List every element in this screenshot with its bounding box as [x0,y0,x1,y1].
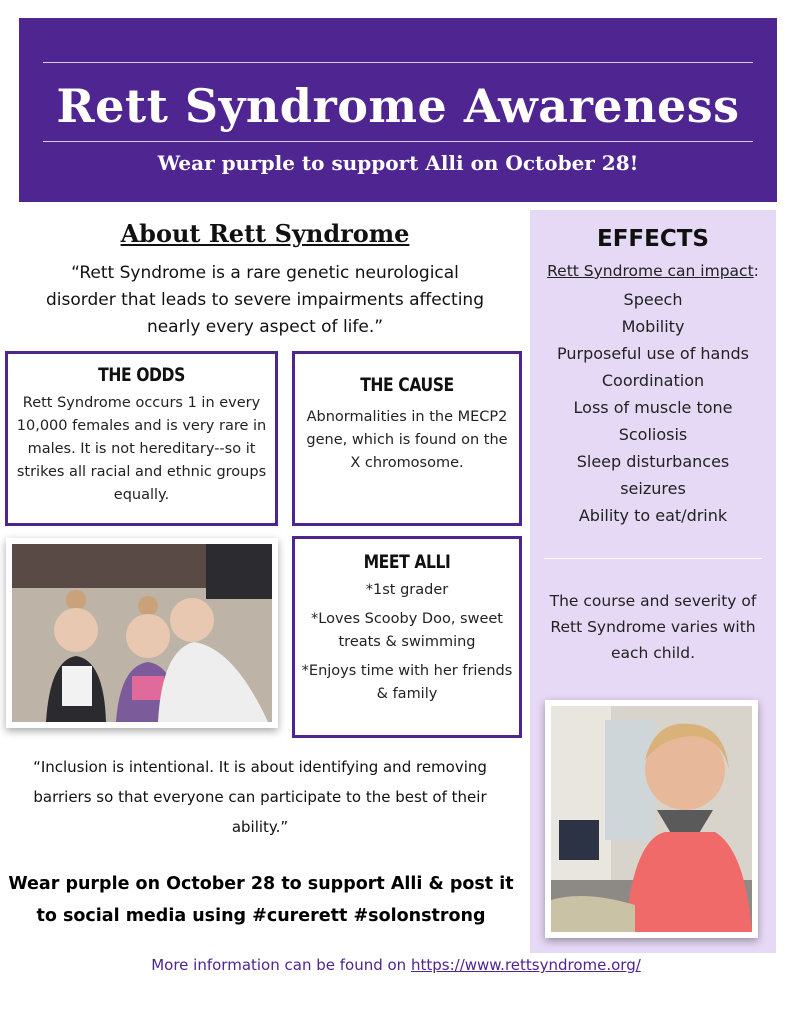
odds-body: Rett Syndrome occurs 1 in every 10,000 females and is very rare in males. It is not hereditary--so it strikes all racial and ethnic groups equally. [16,395,267,503]
inclusion-quote: “Inclusion is intentional. It is about identifying and removing barriers so that everyone can participate to the best of their ability.” [33,758,487,836]
effects-title: EFFECTS [597,226,709,252]
meet-alli-title: MEET ALLI [363,551,451,573]
effects-item: Loss of muscle tone [573,398,733,417]
rettsyndrome-link[interactable]: https://www.rettsyndrome.org/ [410,956,641,974]
effects-item: Ability to eat/drink [578,506,728,525]
more-info-line [0,956,792,974]
effects-item: Scoliosis [618,425,688,444]
about-heading: About Rett Syndrome [120,219,410,248]
header-banner [19,18,777,202]
effects-intro-text: Rett Syndrome can impact [547,262,754,280]
more-info-text: More information can be found on [151,956,407,974]
effects-divider [544,558,762,559]
effects-intro [530,262,776,280]
effects-item: Mobility [621,317,685,336]
odds-title: THE ODDS [98,364,185,386]
banner-top-rule [43,62,753,63]
meet-alli-item: *Enjoys time with her friends & family [301,663,513,702]
page-title: Rett Syndrome Awareness [56,79,740,133]
page-subtitle: Wear purple to support Alli on October 28! [157,151,639,175]
call-to-action: Wear purple on October 28 to support Alli & post it to social media using #curerett #solonstrong [8,874,514,926]
family-photo [6,538,278,728]
meet-alli-item: *1st grader [365,582,449,598]
effects-intro-colon: : [753,262,759,280]
cause-card [292,351,522,526]
cause-title: THE CAUSE [360,374,454,396]
effects-item: Speech [623,290,683,309]
effects-list [530,286,776,529]
meet-alli-item: *Loves Scooby Doo, sweet treats & swimming [311,611,503,650]
odds-card [5,351,278,526]
alli-photo-image [545,700,758,938]
effects-item: Purposeful use of hands [556,344,749,363]
banner-bottom-rule [43,141,753,142]
effects-item: Coordination [601,371,705,390]
effects-item: Sleep disturbances [576,452,730,471]
effects-item: seizures [620,479,686,498]
effects-course-text: The course and severity of Rett Syndrome varies with each child. [549,592,757,662]
alli-photo [545,700,758,938]
meet-alli-card [292,536,522,738]
cause-body: Abnormalities in the MECP2 gene, which is found on the X chromosome. [306,409,508,471]
about-quote: “Rett Syndrome is a rare genetic neurological disorder that leads to severe impairments affecting nearly every aspect of life.” [46,263,484,337]
family-photo-image [6,538,278,728]
